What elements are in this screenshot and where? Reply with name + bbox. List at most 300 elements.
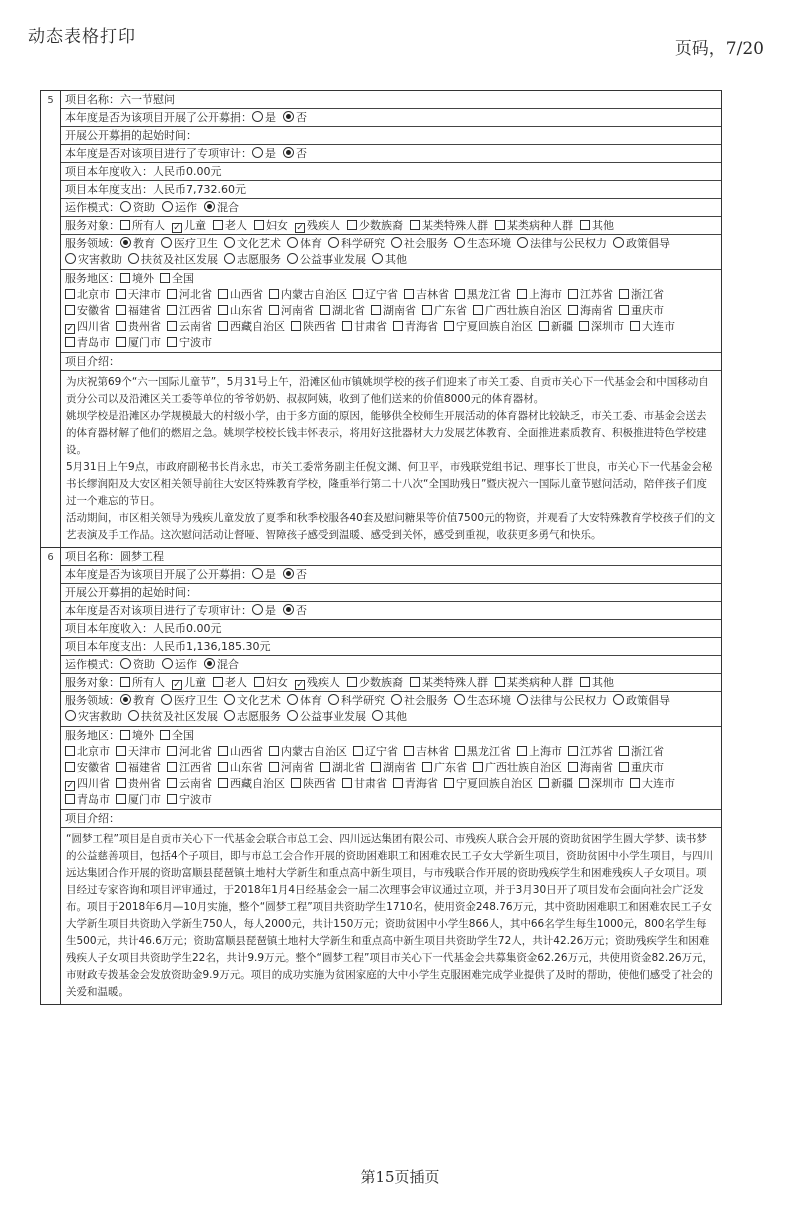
target-1-checkbox[interactable]: ✓ — [173, 680, 181, 690]
public-yes-radio[interactable] — [252, 111, 263, 122]
province-31-option[interactable] — [579, 776, 624, 792]
province-32-option[interactable] — [630, 319, 675, 335]
province-13-option[interactable] — [167, 303, 212, 319]
province-12-checkbox[interactable] — [116, 305, 126, 315]
province-10-checkbox[interactable] — [619, 289, 629, 299]
mode-1-option[interactable] — [162, 657, 197, 672]
area-scope-0-checkbox[interactable] — [120, 730, 130, 740]
province-27-option[interactable] — [342, 319, 387, 335]
field-5-option[interactable] — [391, 236, 448, 252]
province-8-option[interactable] — [517, 744, 562, 760]
field-8-option[interactable] — [613, 236, 670, 252]
province-4-option[interactable] — [269, 287, 347, 303]
province-26-option[interactable] — [291, 776, 336, 792]
province-19-checkbox[interactable] — [473, 762, 483, 772]
intro-label-row — [61, 810, 721, 828]
province-15-checkbox[interactable] — [269, 762, 279, 772]
province-19-option[interactable] — [473, 760, 562, 776]
province-13-checkbox[interactable] — [167, 762, 177, 772]
audit-yes-radio[interactable] — [252, 604, 263, 615]
province-18-checkbox[interactable] — [422, 762, 432, 772]
province-6-option[interactable] — [404, 287, 449, 303]
province-16-option[interactable] — [320, 760, 365, 776]
field-3-label: 体育 — [300, 237, 322, 250]
province-6-checkbox[interactable] — [404, 289, 414, 299]
field-7-radio[interactable] — [517, 237, 528, 248]
province-4-option[interactable] — [269, 744, 347, 760]
public-no-radio[interactable] — [283, 568, 294, 579]
province-29-checkbox[interactable] — [444, 321, 454, 331]
province-15-checkbox[interactable] — [269, 305, 279, 315]
target-7-checkbox[interactable] — [495, 677, 505, 687]
field-5-option[interactable] — [391, 693, 448, 709]
field-2-radio[interactable] — [224, 237, 235, 248]
target-4-option[interactable] — [295, 675, 340, 690]
field-3-radio[interactable] — [287, 694, 298, 705]
audit-yes-option[interactable] — [252, 146, 276, 161]
target-7-checkbox[interactable] — [495, 220, 505, 230]
field-9-radio[interactable] — [65, 253, 76, 264]
province-16-checkbox[interactable] — [320, 762, 330, 772]
province-30-checkbox[interactable] — [539, 321, 549, 331]
province-23-option[interactable] — [116, 776, 161, 792]
province-35-checkbox[interactable] — [167, 794, 177, 804]
province-2-checkbox[interactable] — [167, 289, 177, 299]
target-2-option[interactable] — [213, 218, 247, 233]
field-0-option[interactable] — [120, 236, 155, 252]
province-28-checkbox[interactable] — [393, 321, 403, 331]
province-5-checkbox[interactable] — [353, 746, 363, 756]
province-17-checkbox[interactable] — [371, 305, 381, 315]
target-0-option[interactable] — [120, 675, 165, 690]
target-5-option[interactable] — [347, 218, 403, 233]
area-scope-1-option[interactable] — [160, 728, 194, 744]
province-15-label: 河南省 — [281, 761, 314, 774]
province-19-checkbox[interactable] — [473, 305, 483, 315]
province-11-option[interactable] — [65, 303, 110, 319]
province-12-checkbox[interactable] — [116, 762, 126, 772]
intro-label: 项目介绍： — [65, 812, 120, 825]
field-3-radio[interactable] — [287, 237, 298, 248]
field-9-option[interactable] — [65, 252, 122, 268]
public-no-option[interactable] — [283, 110, 307, 125]
province-4-checkbox[interactable] — [269, 746, 279, 756]
field-0-option[interactable] — [120, 693, 155, 709]
province-7-checkbox[interactable] — [455, 746, 465, 756]
target-4-option[interactable] — [295, 218, 340, 233]
mode-2-option[interactable] — [204, 200, 239, 215]
target-6-checkbox[interactable] — [410, 220, 420, 230]
field-6-option[interactable] — [454, 693, 511, 709]
field-5-radio[interactable] — [391, 237, 402, 248]
province-2-checkbox[interactable] — [167, 746, 177, 756]
target-3-checkbox[interactable] — [254, 220, 264, 230]
field-4-option[interactable] — [328, 693, 385, 709]
province-8-option[interactable] — [517, 287, 562, 303]
public-no-radio[interactable] — [283, 111, 294, 122]
area-scope-0-option[interactable] — [120, 728, 154, 744]
target-8-checkbox[interactable] — [580, 220, 590, 230]
province-34-option[interactable] — [116, 335, 161, 351]
province-32-checkbox[interactable] — [630, 321, 640, 331]
province-20-option[interactable] — [568, 303, 613, 319]
province-34-checkbox[interactable] — [116, 337, 126, 347]
province-33-checkbox[interactable] — [65, 337, 75, 347]
province-9-checkbox[interactable] — [568, 289, 578, 299]
area-scope-1-option[interactable] — [160, 271, 194, 287]
area-scope-1-checkbox[interactable] — [160, 273, 170, 283]
target-8-option[interactable] — [580, 218, 614, 233]
province-15-option[interactable] — [269, 303, 314, 319]
province-31-option[interactable] — [579, 319, 624, 335]
target-8-option[interactable] — [580, 675, 614, 690]
target-0-option[interactable] — [120, 218, 165, 233]
province-25-option[interactable] — [218, 776, 285, 792]
field-13-radio[interactable] — [372, 710, 383, 721]
province-24-label: 云南省 — [179, 320, 212, 333]
province-23-checkbox[interactable] — [116, 778, 126, 788]
province-4-label: 内蒙古自治区 — [281, 745, 347, 758]
province-35-option[interactable] — [167, 792, 212, 808]
field-13-radio[interactable] — [372, 253, 383, 264]
mode-1-option[interactable] — [162, 200, 197, 215]
province-11-option[interactable] — [65, 760, 110, 776]
province-14-checkbox[interactable] — [218, 305, 228, 315]
province-28-checkbox[interactable] — [393, 778, 403, 788]
province-6-checkbox[interactable] — [404, 746, 414, 756]
province-5-option[interactable] — [353, 744, 398, 760]
province-10-option[interactable] — [619, 287, 664, 303]
target-0-checkbox[interactable] — [120, 220, 130, 230]
field-12-radio[interactable] — [287, 710, 298, 721]
province-0-checkbox[interactable] — [65, 746, 75, 756]
audit-no-radio[interactable] — [283, 604, 294, 615]
field-8-radio[interactable] — [613, 694, 624, 705]
mode-0-radio[interactable] — [120, 658, 131, 669]
field-1-radio[interactable] — [161, 237, 172, 248]
province-22-checkbox[interactable]: ✓ — [66, 324, 74, 334]
field-11-radio[interactable] — [224, 710, 235, 721]
province-4-label: 内蒙古自治区 — [281, 288, 347, 301]
province-35-checkbox[interactable] — [167, 337, 177, 347]
province-3-checkbox[interactable] — [218, 289, 228, 299]
province-34-option[interactable] — [116, 792, 161, 808]
field-4-option[interactable] — [328, 236, 385, 252]
province-29-label: 宁夏回族自治区 — [456, 320, 533, 333]
province-15-option[interactable] — [269, 760, 314, 776]
target-1-checkbox[interactable]: ✓ — [173, 223, 181, 233]
province-14-option[interactable] — [218, 303, 263, 319]
field-4-radio[interactable] — [328, 694, 339, 705]
province-22-option[interactable] — [65, 776, 110, 792]
service-target-row — [61, 217, 721, 235]
province-0-option[interactable] — [65, 744, 110, 760]
intro-paragraph: 姚坝学校是沿滩区办学规模最大的村级小学，由于多方面的原因，能够供全校师生开展活动的体育器材比较缺乏，市关工委、市基金会送去的体育器材解了他们的燃眉之急。姚坝学校校长钱丰怀表示，将用好这批器材大力发展艺体教育、全面推进素质教育、积极推进特色学校建设。 — [66, 410, 707, 456]
province-33-option[interactable] — [65, 792, 110, 808]
field-7-option[interactable] — [517, 236, 607, 252]
province-24-checkbox[interactable] — [167, 321, 177, 331]
province-26-checkbox[interactable] — [291, 321, 301, 331]
project-record — [41, 547, 721, 1004]
province-8-checkbox[interactable] — [517, 746, 527, 756]
province-17-option[interactable] — [371, 760, 416, 776]
province-25-label: 西藏自治区 — [230, 777, 285, 790]
province-1-checkbox[interactable] — [116, 746, 126, 756]
field-12-option[interactable] — [287, 709, 366, 725]
audit-yes-radio[interactable] — [252, 147, 263, 158]
field-10-option[interactable] — [128, 252, 218, 268]
province-1-label: 天津市 — [128, 288, 161, 301]
target-8-label: 其他 — [592, 676, 614, 689]
mode-1-radio[interactable] — [162, 658, 173, 669]
field-10-option[interactable] — [128, 709, 218, 725]
field-0-radio[interactable] — [120, 237, 131, 248]
target-6-option[interactable] — [410, 218, 488, 233]
target-4-checkbox[interactable]: ✓ — [296, 223, 304, 233]
field-8-radio[interactable] — [613, 237, 624, 248]
field-2-radio[interactable] — [224, 694, 235, 705]
province-32-option[interactable] — [630, 776, 675, 792]
province-27-checkbox[interactable] — [342, 778, 352, 788]
field-10-radio[interactable] — [128, 253, 139, 264]
target-5-label: 少数族裔 — [359, 219, 403, 232]
field-13-option[interactable] — [372, 252, 407, 268]
province-26-option[interactable] — [291, 319, 336, 335]
field-12-radio[interactable] — [287, 253, 298, 264]
audit-no-option[interactable] — [283, 146, 307, 161]
province-31-checkbox[interactable] — [579, 321, 589, 331]
field-7-label: 法律与公民权力 — [530, 694, 607, 707]
province-0-option[interactable] — [65, 287, 110, 303]
province-27-option[interactable] — [342, 776, 387, 792]
province-11-checkbox[interactable] — [65, 305, 75, 315]
target-8-checkbox[interactable] — [580, 677, 590, 687]
province-22-option[interactable] — [65, 319, 110, 335]
province-13-option[interactable] — [167, 760, 212, 776]
province-11-label: 安徽省 — [77, 761, 110, 774]
province-8-checkbox[interactable] — [517, 289, 527, 299]
audit-yes-option[interactable] — [252, 603, 276, 618]
province-31-checkbox[interactable] — [579, 778, 589, 788]
target-3-option[interactable] — [254, 675, 288, 690]
province-1-option[interactable] — [116, 287, 161, 303]
audit-no-radio[interactable] — [283, 147, 294, 158]
target-1-option[interactable] — [172, 218, 206, 233]
province-29-checkbox[interactable] — [444, 778, 454, 788]
mode-2-radio[interactable] — [204, 201, 215, 212]
province-21-checkbox[interactable] — [619, 305, 629, 315]
target-3-checkbox[interactable] — [254, 677, 264, 687]
province-24-option[interactable] — [167, 776, 212, 792]
province-12-label: 福建省 — [128, 761, 161, 774]
target-5-checkbox[interactable] — [347, 220, 357, 230]
province-32-checkbox[interactable] — [630, 778, 640, 788]
field-5-radio[interactable] — [391, 694, 402, 705]
field-6-radio[interactable] — [454, 237, 465, 248]
mode-2-radio[interactable] — [204, 658, 215, 669]
field-0-radio[interactable] — [120, 694, 131, 705]
province-25-checkbox[interactable] — [218, 321, 228, 331]
province-13-checkbox[interactable] — [167, 305, 177, 315]
province-14-checkbox[interactable] — [218, 762, 228, 772]
target-7-option[interactable] — [495, 675, 573, 690]
mode-0-option[interactable] — [120, 657, 155, 672]
province-1-option[interactable] — [116, 744, 161, 760]
target-6-checkbox[interactable] — [410, 677, 420, 687]
province-28-option[interactable] — [393, 319, 438, 335]
province-10-checkbox[interactable] — [619, 746, 629, 756]
public-yes-option[interactable] — [252, 567, 276, 582]
province-7-checkbox[interactable] — [455, 289, 465, 299]
field-12-option[interactable] — [287, 252, 366, 268]
target-2-checkbox[interactable] — [213, 220, 223, 230]
province-1-checkbox[interactable] — [116, 289, 126, 299]
record-number: 5 — [41, 91, 61, 547]
province-33-checkbox[interactable] — [65, 794, 75, 804]
income-label: 项目本年度收入： — [65, 622, 153, 635]
province-7-option[interactable] — [455, 744, 511, 760]
field-6-radio[interactable] — [454, 694, 465, 705]
field-13-option[interactable] — [372, 709, 407, 725]
target-7-option[interactable] — [495, 218, 573, 233]
fundraising-start-label: 开展公开募捐的起始时间： — [65, 129, 197, 142]
province-20-option[interactable] — [568, 760, 613, 776]
field-1-option[interactable] — [161, 236, 218, 252]
mode-0-option[interactable] — [120, 200, 155, 215]
field-6-option[interactable] — [454, 236, 511, 252]
field-8-option[interactable] — [613, 693, 670, 709]
field-7-option[interactable] — [517, 693, 607, 709]
mode-1-radio[interactable] — [162, 201, 173, 212]
mode-2-option[interactable] — [204, 657, 239, 672]
province-18-option[interactable] — [422, 303, 467, 319]
target-2-checkbox[interactable] — [213, 677, 223, 687]
target-3-option[interactable] — [254, 218, 288, 233]
province-7-option[interactable] — [455, 287, 511, 303]
province-12-option[interactable] — [116, 303, 161, 319]
public-yes-radio[interactable] — [252, 568, 263, 579]
area-scope-0-option[interactable] — [120, 271, 154, 287]
province-16-option[interactable] — [320, 303, 365, 319]
field-4-label: 科学研究 — [341, 237, 385, 250]
province-3-option[interactable] — [218, 287, 263, 303]
audit-no-option[interactable] — [283, 603, 307, 618]
province-30-option[interactable] — [539, 776, 573, 792]
province-21-option[interactable] — [619, 760, 664, 776]
province-9-option[interactable] — [568, 287, 613, 303]
province-23-label: 贵州省 — [128, 320, 161, 333]
target-5-checkbox[interactable] — [347, 677, 357, 687]
province-27-checkbox[interactable] — [342, 321, 352, 331]
province-30-checkbox[interactable] — [539, 778, 549, 788]
field-1-option[interactable] — [161, 693, 218, 709]
province-0-checkbox[interactable] — [65, 289, 75, 299]
province-6-option[interactable] — [404, 744, 449, 760]
field-3-option[interactable] — [287, 236, 322, 252]
province-12-option[interactable] — [116, 760, 161, 776]
province-18-option[interactable] — [422, 760, 467, 776]
target-2-option[interactable] — [213, 675, 247, 690]
province-33-option[interactable] — [65, 335, 110, 351]
province-18-checkbox[interactable] — [422, 305, 432, 315]
target-1-option[interactable] — [172, 675, 206, 690]
province-10-option[interactable] — [619, 744, 664, 760]
project-name-label: 项目名称： — [65, 93, 120, 106]
province-25-option[interactable] — [218, 319, 285, 335]
field-10-radio[interactable] — [128, 710, 139, 721]
target-5-option[interactable] — [347, 675, 403, 690]
province-22-checkbox[interactable]: ✓ — [66, 781, 74, 791]
public-yes-option[interactable] — [252, 110, 276, 125]
province-25-checkbox[interactable] — [218, 778, 228, 788]
target-4-checkbox[interactable]: ✓ — [296, 680, 304, 690]
province-11-checkbox[interactable] — [65, 762, 75, 772]
field-11-radio[interactable] — [224, 253, 235, 264]
province-16-checkbox[interactable] — [320, 305, 330, 315]
province-21-checkbox[interactable] — [619, 762, 629, 772]
field-1-radio[interactable] — [161, 694, 172, 705]
public-no-option[interactable] — [283, 567, 307, 582]
province-28-option[interactable] — [393, 776, 438, 792]
province-26-checkbox[interactable] — [291, 778, 301, 788]
province-14-option[interactable] — [218, 760, 263, 776]
field-11-label: 志愿服务 — [237, 710, 281, 723]
target-6-option[interactable] — [410, 675, 488, 690]
province-20-checkbox[interactable] — [568, 762, 578, 772]
area-scope-0-checkbox[interactable] — [120, 273, 130, 283]
province-4-checkbox[interactable] — [269, 289, 279, 299]
province-17-option[interactable] — [371, 303, 416, 319]
province-3-checkbox[interactable] — [218, 746, 228, 756]
audit-label: 本年度是否对该项目进行了专项审计： — [65, 147, 252, 160]
mode-0-radio[interactable] — [120, 201, 131, 212]
field-3-option[interactable] — [287, 693, 322, 709]
province-5-checkbox[interactable] — [353, 289, 363, 299]
field-7-radio[interactable] — [517, 694, 528, 705]
province-2-option[interactable] — [167, 744, 212, 760]
field-11-option[interactable] — [224, 252, 281, 268]
field-11-option[interactable] — [224, 709, 281, 725]
target-0-checkbox[interactable] — [120, 677, 130, 687]
province-5-option[interactable] — [353, 287, 398, 303]
province-24-option[interactable] — [167, 319, 212, 335]
field-2-option[interactable] — [224, 693, 281, 709]
area-scope-1-checkbox[interactable] — [160, 730, 170, 740]
province-3-option[interactable] — [218, 744, 263, 760]
province-19-option[interactable] — [473, 303, 562, 319]
province-34-checkbox[interactable] — [116, 794, 126, 804]
province-20-checkbox[interactable] — [568, 305, 578, 315]
field-8-label: 政策倡导 — [626, 694, 670, 707]
province-17-checkbox[interactable] — [371, 762, 381, 772]
province-29-option[interactable] — [444, 776, 533, 792]
province-2-option[interactable] — [167, 287, 212, 303]
province-35-option[interactable] — [167, 335, 212, 351]
province-24-checkbox[interactable] — [167, 778, 177, 788]
province-23-checkbox[interactable] — [116, 321, 126, 331]
province-9-checkbox[interactable] — [568, 746, 578, 756]
province-2-label: 河北省 — [179, 745, 212, 758]
province-21-option[interactable] — [619, 303, 664, 319]
province-9-option[interactable] — [568, 744, 613, 760]
province-23-option[interactable] — [116, 319, 161, 335]
province-30-option[interactable] — [539, 319, 573, 335]
field-4-radio[interactable] — [328, 237, 339, 248]
field-2-option[interactable] — [224, 236, 281, 252]
province-29-option[interactable] — [444, 319, 533, 335]
field-9-radio[interactable] — [65, 710, 76, 721]
field-9-option[interactable] — [65, 709, 122, 725]
